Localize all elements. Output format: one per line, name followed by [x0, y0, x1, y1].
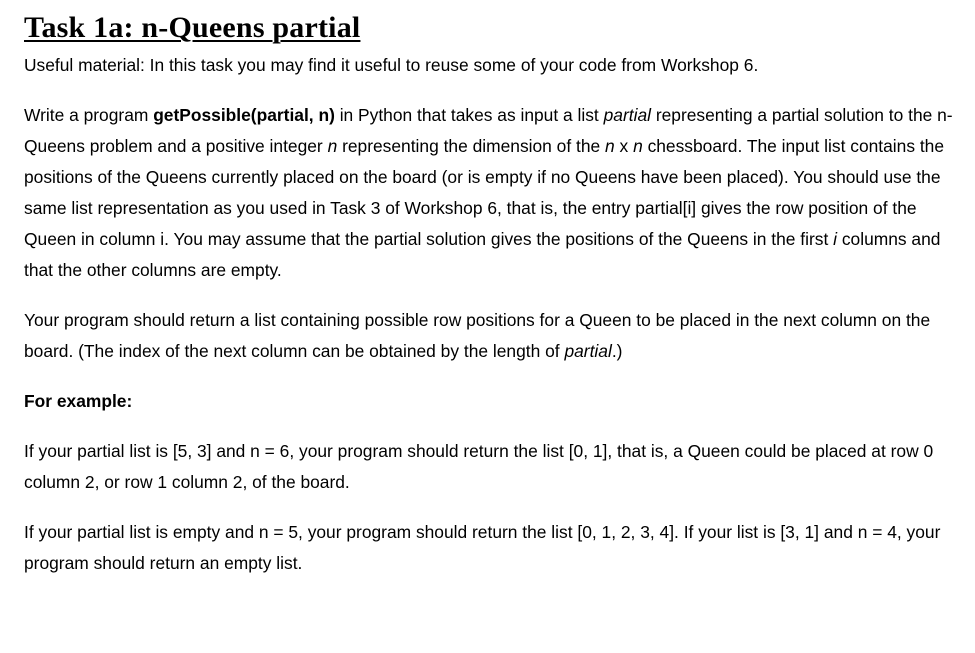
- function-name: getPossible(partial, n): [153, 105, 335, 125]
- example-paragraph-2: If your partial list is empty and n = 5, your program should return the list [0, 1, 2, 3, 4]. If your list is [3, 1] and n = 4, your program should return an empty list.: [24, 522, 941, 573]
- text-run: x: [614, 136, 634, 156]
- text-run: columns and that the other columns are empty.: [24, 229, 941, 280]
- return-paragraph: [24, 305, 954, 367]
- partial-term: partial: [564, 341, 612, 361]
- document: [24, 10, 954, 579]
- example-paragraph-1: If your partial list is [5, 3] and n = 6, your program should return the list [0, 1], that is, a Queen could be placed at row 0 column 2, or row 1 column 2, of the board.: [24, 441, 934, 492]
- text-run: .): [611, 341, 623, 361]
- text-run: chessboard. The input list contains the positions of the Queens currently placed on the board (or is empty if no Queens have been placed). You should use the same list representation as you used in Task 3 of Workshop 6, that is, the entry partial[i] gives the row position of the Queen in column i. You may assume that the partial solution gives the positions of the Queens in the first: [24, 136, 945, 249]
- text-run: representing a partial solution to the n-Queens problem and a positive integer: [24, 105, 953, 156]
- example-heading: [24, 386, 954, 417]
- page-title: Task 1a: n-Queens partial: [24, 11, 361, 44]
- n-term: n: [633, 136, 643, 156]
- description-paragraph: [24, 100, 954, 286]
- n-term: n: [327, 136, 338, 156]
- text-run: in Python that takes as input a list: [334, 105, 604, 125]
- partial-term: partial: [603, 105, 651, 125]
- text-run: representing the dimension of the: [337, 136, 606, 156]
- intro-paragraph: Useful material: In this task you may find it useful to reuse some of your code from Workshop 6.: [24, 55, 759, 75]
- example-heading-text: For example:: [24, 391, 133, 411]
- text-run: Write a program: [24, 105, 154, 125]
- i-term: i: [833, 229, 838, 249]
- text-run: Your program should return a list containing possible row positions for a Queen to be placed in the next column on the board. (The index of the next column can be obtained by the length of: [24, 310, 931, 361]
- n-term: n: [605, 136, 615, 156]
